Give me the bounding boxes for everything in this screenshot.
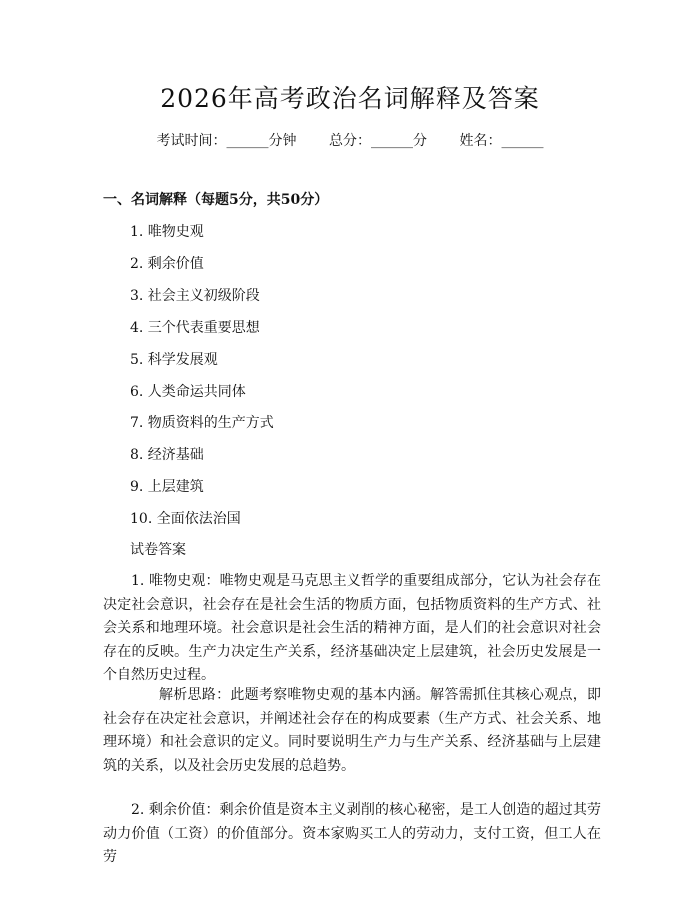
question-item: 10. 全面依法治国 xyxy=(130,511,241,527)
analysis-paragraph: 解析思路：此题考察唯物史观的基本内涵。解答需抓住其核心观点，即社会存在决定社会意识，并阐述社会存在的构成要素（生产方式、社会关系、地理环境）和社会意识的定义。同时要说明生产力与生产关系、经济基础与上层建筑的关系，以及社会历史发展的总趋势。 xyxy=(103,687,601,774)
answers-heading: 试卷答案 xyxy=(130,542,186,558)
question-item: 5. 科学发展观 xyxy=(130,352,218,368)
name-field: 姓名：______ xyxy=(459,133,544,149)
total-score-field: 总分：______分 xyxy=(329,133,427,149)
answer-paragraph: 2. 剩余价值：剩余价值是资本主义剥削的核心秘密，是工人创造的超过其劳动力价值（工资）的价值部分。资本家购买工人的劳动力，支付工资，但工人在劳 xyxy=(103,802,601,865)
page-title: 2026年高考政治名词解释及答案 xyxy=(160,84,540,113)
question-item: 7. 物质资料的生产方式 xyxy=(130,415,274,431)
exam-info-line xyxy=(0,131,700,151)
question-item: 9. 上层建筑 xyxy=(130,479,204,495)
question-item: 2. 剩余价值 xyxy=(130,256,204,272)
question-item: 1. 唯物史观 xyxy=(130,224,204,240)
section-heading: 一、名词解释（每题5分，共50分） xyxy=(103,192,329,208)
answer-paragraph: 1. 唯物史观：唯物史观是马克思主义哲学的重要组成部分，它认为社会存在决定社会意识，社会存在是社会生活的物质方面，包括物质资料的生产方式、社会关系和地理环境。社会意识是社会生活的精神方面，是人们的社会意识对社会存在的反映。生产力决定生产关系，经济基础决定上层建筑，社会历史发展是一个自然历史过程。 xyxy=(103,573,601,683)
question-item: 3. 社会主义初级阶段 xyxy=(130,288,260,304)
exam-time-field: 考试时间：______分钟 xyxy=(156,133,297,149)
question-item: 8. 经济基础 xyxy=(130,447,204,463)
question-item: 4. 三个代表重要思想 xyxy=(130,320,260,336)
question-item: 6. 人类命运共同体 xyxy=(130,384,246,400)
